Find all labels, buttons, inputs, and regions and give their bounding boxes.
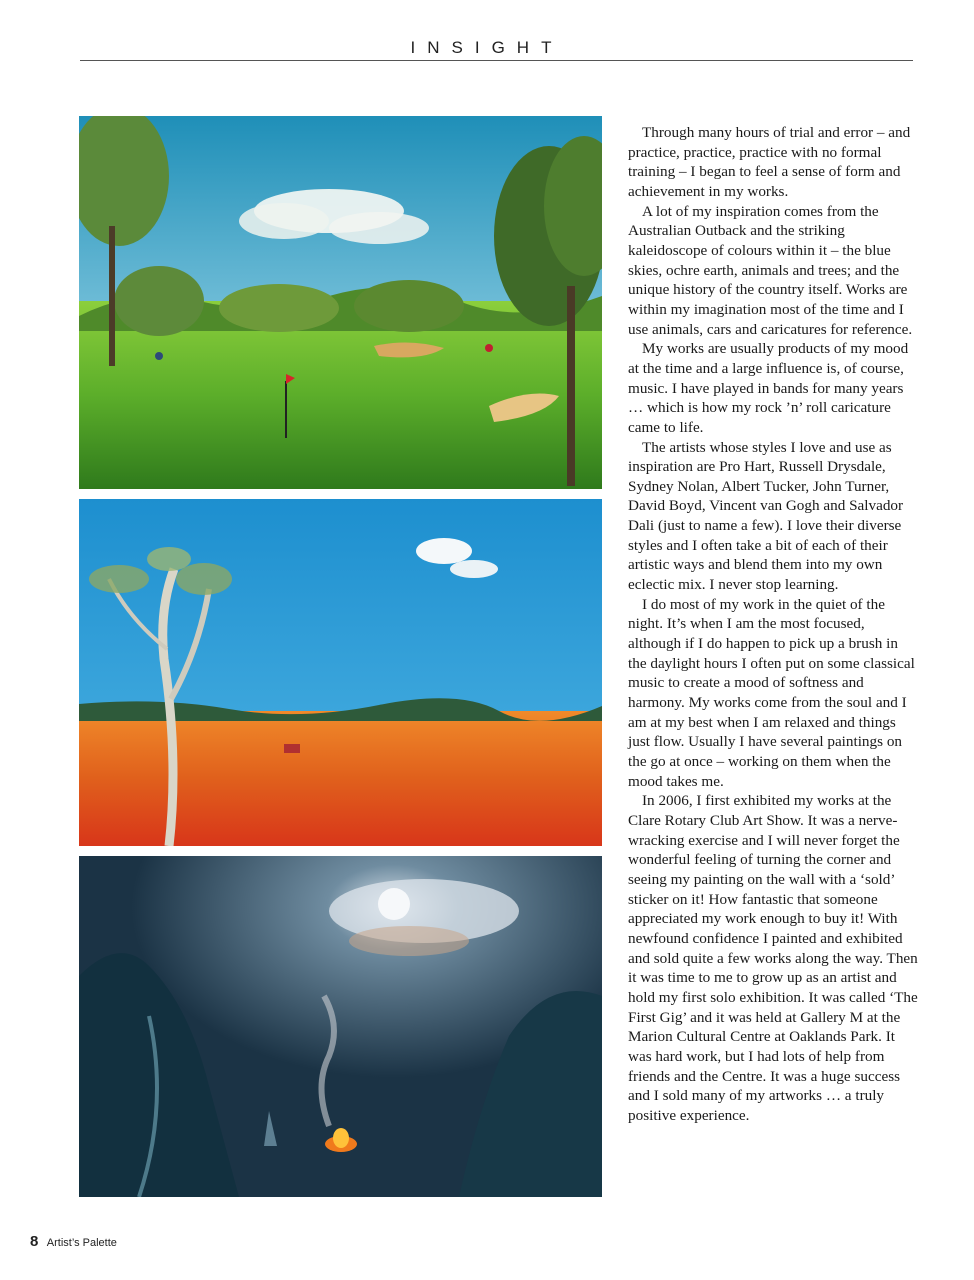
page-number: 8 (30, 1233, 39, 1250)
article-paragraph: I do most of my work in the quiet of the night. It’s when I am the most focused, although if I do happen to pick up a brush in the daylight hours I often put on some classical music to create a mood of softness and harmony. My works come from the soul and I am at my best when I am relaxed and things just flow. Usually I have several paintings on the go at once – working on them when the mood takes me. (628, 595, 915, 790)
page-footer (30, 1233, 117, 1251)
article-paragraph: In 2006, I first exhibited my works at the Clare Rotary Club Art Show. It was a nerve-wracking exercise and I will never forget the wonderful feeling of turning the corner and seeing my painting on the wall with a ‘sold’ sticker on it! How fantastic that someone appreciated my work enough to buy it! With newfound confidence I painted and exhibited and sold quite a few works along the way. Then it was time to me to grow up as an artist and hold my first solo exhibition. It was called ‘The First Gig’ and it was held at Gallery M at the Marion Cultural Centre at Oaklands Park. It was hard work, but I had lots of help from friends and the Centre. It was a huge success and I sold many of my artworks … a truly positive experience. (628, 792, 918, 1124)
section-title: INSIGHT (410, 38, 564, 57)
painting-outback (79, 499, 602, 846)
header-rule (80, 60, 913, 61)
article-paragraph: A lot of my inspiration comes from the Australian Outback and the striking kaleidoscope of colours within it – the blue skies, ochre earth, animals and trees; and the unique history of the country itself. Works are within my imagination most of the time and I use animals, cars and caricatures for reference. (628, 202, 913, 338)
magazine-name: Artist’s Palette (46, 1237, 117, 1249)
article-paragraph: My works are usually products of my mood at the time and a large influence is, of course, music. I have played in bands for many years … which is how my rock ’n’ roll caricature came to life. (628, 340, 909, 436)
article-paragraph: The artists whose styles I love and use as inspiration are Pro Hart, Russell Drysdale, Sydney Nolan, Albert Tucker, John Turner, David Boyd, Vincent van Gogh and Salvador Dali (just to name a few). I love their diverse styles and I often take a bit of each of their artistic ways and blend them into my own eclectic mix. I never stop learning. (628, 438, 904, 594)
article-body (628, 123, 918, 1125)
painting-golf-course (79, 116, 602, 489)
article-paragraph: Through many hours of trial and error – and practice, practice, practice with no formal training – I began to feel a sense of form and achievement in my works. (628, 124, 911, 200)
painting-night-campfire (79, 856, 602, 1197)
